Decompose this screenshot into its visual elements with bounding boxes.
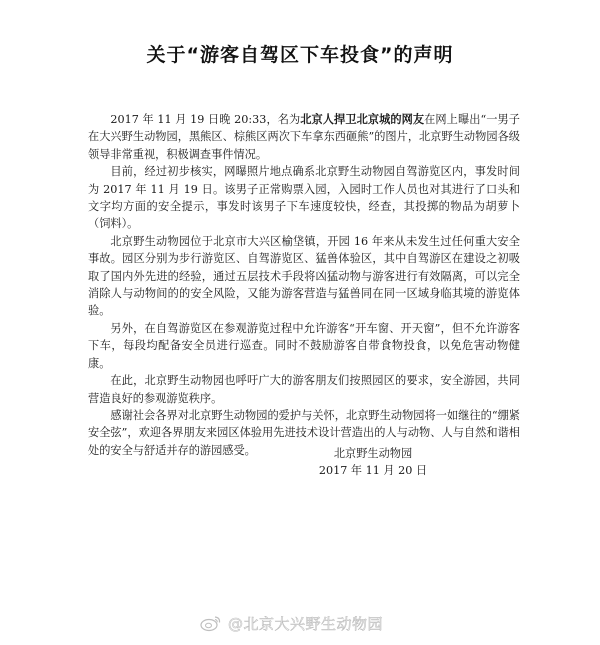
netizen-name: 北京人捍卫北京城的网友 xyxy=(300,112,425,126)
paragraph-2: 目前，经过初步核实，网曝照片地点确系北京野生动物园自驾游览区内，事发时间为 2017 年 11 月 19 日。该男子正常购票入园，入园时工作人员也对其进行了口头和文字均方面的安全提示，事发时该男子下车速度较快，经查，其投掷的物品为胡萝卜（饲料）。 xyxy=(88,165,520,231)
paragraph-1-rest: 在网上曝出“一男子在大兴野生动物园，黑熊区、棕熊区两次下车拿东西砸熊”的图片，北京野生动物园各级领导非常重视，积极调查事件情况。 xyxy=(88,113,520,161)
signature-block xyxy=(318,445,428,480)
paragraph-1 xyxy=(88,111,520,163)
signature-organization: 北京野生动物园 xyxy=(333,447,413,460)
statement-body xyxy=(88,111,520,459)
signature-date: 2017 年 11 月 20 日 xyxy=(318,464,428,478)
watermark-text: @北京大兴野生动物园 xyxy=(228,614,384,633)
paragraph-6: 感谢社会各界对北京野生动物园的爱护与关怀，北京野生动物园将一如继往的“绷紧安全弦”，欢迎各界朋友来园区体验用先进技术设计营造出的人与动物、人与自然和谐相处的安全与舒适并存的游园感受。 xyxy=(88,408,520,457)
weibo-logo-icon xyxy=(200,614,222,632)
paragraph-3: 北京野生动物园位于北京市大兴区榆垡镇，开园 16 年来从未发生过任何重大安全事故。园区分别为步行游览区、自驾游览区、猛兽体验区，其中自驾游区在建设之初吸取了国内外先进的经验，通过五层技术手段将凶猛动物与游客进行有效隔离，可以完全消除人与动物间的的安全风险，又能为游客营造与猛兽同在同一区域身临其境的游览体验。 xyxy=(88,234,520,318)
watermark xyxy=(200,613,383,633)
page-title: 关于“游客自驾区下车投食”的声明 xyxy=(146,44,454,66)
paragraph-4: 另外，在自驾游览区在参观游览过程中允许游客“开车窗、开天窗”，但不允许游客下车，每段均配备安全员进行巡查。同时不鼓励游客自带食物投食，以免危害动物健康。 xyxy=(88,321,520,370)
paragraph-5: 在此，北京野生动物园也呼吁广大的游客朋友们按照园区的要求，安全游园，共同营造良好的参观游览秩序。 xyxy=(88,374,520,405)
paragraph-1-lead: 2017 年 11 月 19 日晚 20:33，名为 xyxy=(110,113,301,126)
